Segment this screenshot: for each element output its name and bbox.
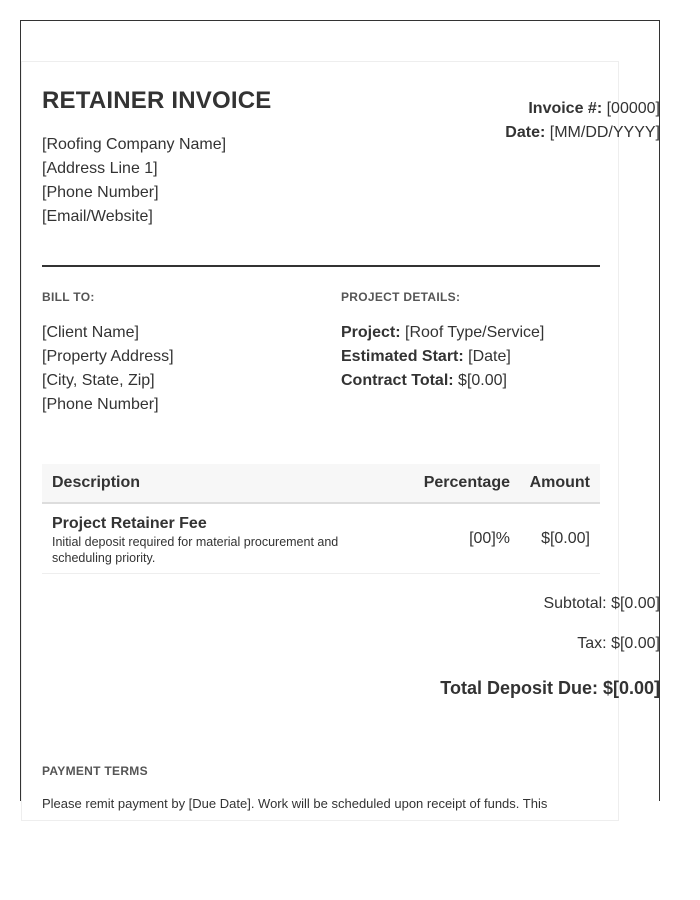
contract-total-value: $[0.00] xyxy=(458,372,507,389)
bill-to-label: BILL TO: xyxy=(42,290,95,304)
table-row xyxy=(42,504,600,574)
item-name: Project Retainer Fee xyxy=(52,515,207,532)
estimated-start-value: [Date] xyxy=(468,348,511,365)
company-info xyxy=(42,133,226,229)
contract-total-row xyxy=(341,369,544,393)
company-name: [Roofing Company Name] xyxy=(42,136,227,153)
bill-to-block xyxy=(42,321,174,417)
header-amount: Amount xyxy=(529,474,590,491)
invoice-number-label: Invoice #: xyxy=(528,100,603,117)
invoice-date-row xyxy=(505,121,660,145)
invoice-meta xyxy=(505,97,660,145)
project-value: [Roof Type/Service] xyxy=(405,324,545,341)
subtotal: Subtotal: $[0.00] xyxy=(543,595,660,612)
invoice-number-row xyxy=(505,97,660,121)
estimated-start-label: Estimated Start: xyxy=(341,348,464,365)
invoice-date-label: Date: xyxy=(505,124,546,141)
item-percentage: [00]% xyxy=(469,530,510,547)
invoice-date-value: [MM/DD/YYYY] xyxy=(549,124,660,141)
invoice-title: RETAINER INVOICE xyxy=(42,87,272,114)
company-phone: [Phone Number] xyxy=(42,184,159,201)
header-divider xyxy=(42,265,600,267)
project-details-block xyxy=(341,321,544,393)
tax: Tax: $[0.00] xyxy=(577,635,660,652)
project-label: Project: xyxy=(341,324,401,341)
contract-total-label: Contract Total: xyxy=(341,372,454,389)
total-deposit-due: Total Deposit Due: $[0.00] xyxy=(440,678,660,698)
header-description: Description xyxy=(52,474,141,491)
table-header xyxy=(42,464,600,504)
payment-terms-label: PAYMENT TERMS xyxy=(42,764,148,778)
item-description: Initial deposit required for material procurement and scheduling priority. xyxy=(52,535,339,565)
project-details-label: PROJECT DETAILS: xyxy=(341,290,461,304)
company-email-website: [Email/Website] xyxy=(42,208,153,225)
header-percentage: Percentage xyxy=(423,474,510,491)
line-items-table xyxy=(42,464,600,574)
city-state-zip: [City, State, Zip] xyxy=(42,372,155,389)
project-row xyxy=(341,321,544,345)
property-address: [Property Address] xyxy=(42,348,174,365)
invoice-number-value: [00000] xyxy=(606,100,660,117)
client-name: [Client Name] xyxy=(42,324,139,341)
payment-terms-text: Please remit payment by [Due Date]. Work will be scheduled upon receipt of funds. This xyxy=(42,796,548,811)
company-address: [Address Line 1] xyxy=(42,160,158,177)
estimated-start-row xyxy=(341,345,544,369)
client-phone: [Phone Number] xyxy=(42,396,159,413)
item-amount: $[0.00] xyxy=(541,530,590,547)
